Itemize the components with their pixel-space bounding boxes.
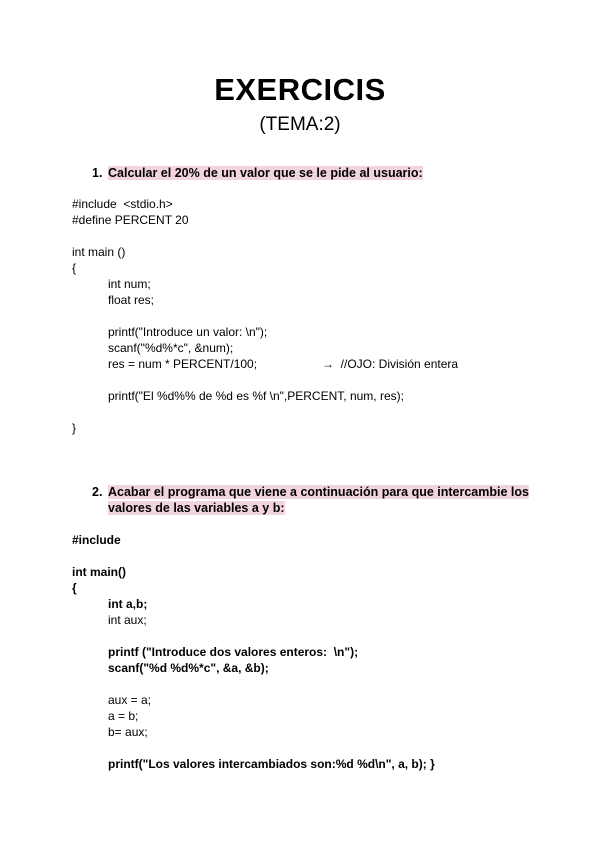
code-line: int a,b; [108,597,148,611]
code-line: printf("Introduce un valor: \n"); [108,325,268,339]
question-2-text-line2: valores de las variables a y b: [108,501,285,515]
code-line: #include [72,533,121,547]
code-line: float res; [108,293,155,307]
code-block-1 [72,196,532,446]
code-line: a = b; [108,709,139,723]
question-2-text-line1: Acabar el programa que viene a continuación para que intercambie los [108,485,529,499]
code-line: printf ("Introduce dos valores enteros: \n"); [108,645,359,659]
code-line: printf("Los valores intercambiados son:%d %d\n", a, b); } [108,757,435,771]
code-comment: → //OJO: División entera [322,357,459,371]
code-line: res = num * PERCENT/100; [108,357,258,371]
code-line: #include <stdio.h> [72,197,173,211]
code-line: scanf("%d%*c", &num); [108,341,234,355]
code-line: int main () [72,245,126,259]
code-block-2 [72,532,532,782]
question-1-text: Calcular el 20% de un valor que se le pide al usuario: [108,166,423,180]
question-1 [92,165,423,181]
code-line: printf("El %d%% de %d es %f \n",PERCENT, num, res); [108,389,404,403]
code-line: int aux; [108,613,147,627]
question-2-number: 2. [92,485,103,499]
code-line: #define PERCENT 20 [72,213,189,227]
question-2 [92,484,532,516]
code-line: aux = a; [108,693,152,707]
page-title: EXERCICIS [214,72,386,107]
code-line: b= aux; [108,725,148,739]
page-subtitle: (TEMA:2) [259,114,341,135]
code-line: int num; [108,277,151,291]
code-line: { [72,261,77,275]
code-line: int main() [72,565,126,579]
code-line: scanf("%d %d%*c", &a, &b); [108,661,269,675]
code-line: { [72,581,77,595]
code-line: } [72,421,77,435]
question-1-number: 1. [92,166,103,180]
